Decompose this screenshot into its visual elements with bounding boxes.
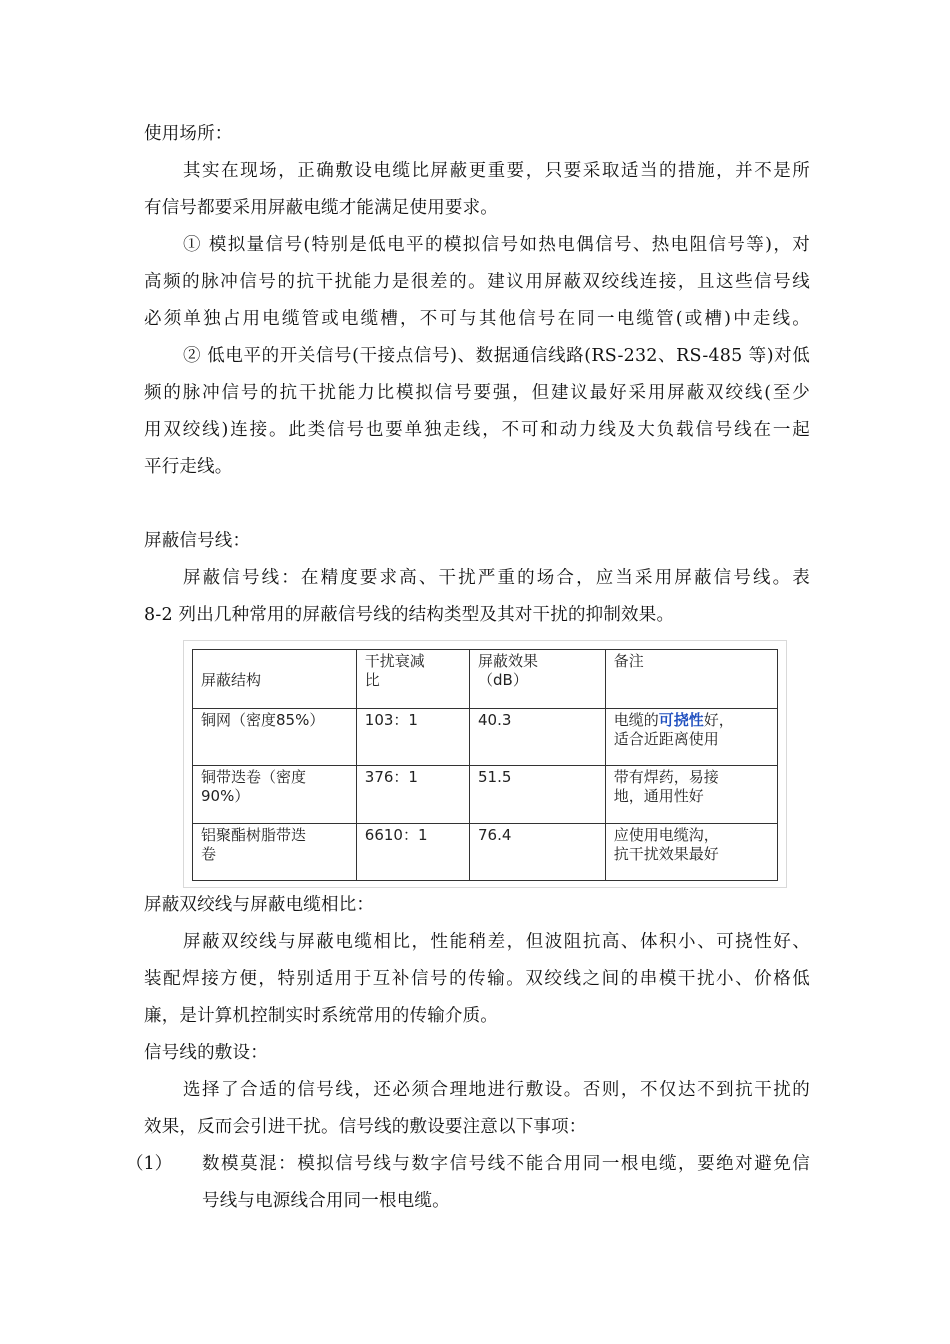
note-post: 好， 适合近距离使用	[613, 711, 734, 748]
note-highlight: 可挠性	[658, 711, 704, 729]
usage-p3-line3: 用双绞线)连接。此类信号也要单独走线，不可和动力线及大负载信号线在一起	[144, 420, 810, 440]
table-header-row	[193, 650, 778, 709]
shield-table	[192, 649, 778, 881]
cell-ratio: 376：1	[356, 766, 469, 823]
note-pre: 电缆的	[613, 711, 659, 729]
usage-p3-line2: 频的脉冲信号的抗干扰能力比模拟信号要强，但建议最好采用屏蔽双绞线(至少	[144, 383, 810, 403]
usage-p2-line2: 高频的脉冲信号的抗干扰能力是很差的。建议用屏蔽双绞线连接，且这些信号线	[144, 272, 810, 292]
header-note: 备注	[605, 650, 777, 709]
usage-p1-line2: 有信号都要采用屏蔽电缆才能满足使用要求。	[144, 198, 498, 218]
cell-structure: 铝聚酯树脂带迭 卷	[193, 823, 357, 880]
header-db: 屏蔽效果 （dB）	[470, 650, 606, 709]
heading-usage: 使用场所：	[144, 124, 233, 144]
header-ratio: 干扰衰减 比	[356, 650, 469, 709]
compare-p1-line2: 装配焊接方便，特别适用于互补信号的传输。双绞线之间的串模干扰小、价格低	[144, 969, 810, 989]
compare-p1-line1: 屏蔽双绞线与屏蔽电缆相比，性能稍差，但波阻抗高、体积小、可挠性好、	[183, 932, 810, 952]
table-row	[193, 823, 778, 880]
list-item-line1: 数模莫混：模拟信号线与数字信号线不能合用同一根电缆，要绝对避免信	[202, 1154, 810, 1174]
cell-structure: 铜网（密度85%）	[193, 709, 357, 766]
cell-db: 51.5	[470, 766, 606, 823]
heading-compare: 屏蔽双绞线与屏蔽电缆相比：	[144, 895, 375, 915]
shield-table-figure	[183, 640, 787, 888]
heading-shield: 屏蔽信号线：	[144, 531, 251, 551]
heading-laying: 信号线的敷设：	[144, 1043, 268, 1063]
list-item-number: （1）	[126, 1154, 173, 1174]
usage-p2-line3: 必须单独占用电缆管或电缆槽，不可与其他信号在同一电缆管(或槽)中走线。	[144, 309, 810, 329]
usage-p3-line1: ② 低电平的开关信号(干接点信号)、数据通信线路(RS-232、RS-485 等)对低	[183, 346, 810, 366]
usage-p1-line1: 其实在现场，正确敷设电缆比屏蔽更重要，只要采取适当的措施，并不是所	[183, 161, 810, 181]
cell-ratio: 6610：1	[356, 823, 469, 880]
laying-p1-line1: 选择了合适的信号线，还必须合理地进行敷设。否则，不仅达不到抗干扰的	[183, 1080, 810, 1100]
table-row	[193, 766, 778, 823]
cell-note: 应使用电缆沟， 抗干扰效果最好	[605, 823, 777, 880]
shield-p1-line1: 屏蔽信号线：在精度要求高、干扰严重的场合，应当采用屏蔽信号线。表	[183, 568, 810, 588]
cell-note	[605, 709, 777, 766]
list-item-line2: 号线与电源线合用同一根电缆。	[202, 1191, 450, 1211]
laying-p1-line2: 效果，反而会引进干扰。信号线的敷设要注意以下事项：	[144, 1117, 587, 1137]
compare-p1-line3: 廉，是计算机控制实时系统常用的传输介质。	[144, 1006, 498, 1026]
cell-note: 带有焊药，易接 地，通用性好	[605, 766, 777, 823]
cell-structure: 铜带迭卷（密度 90%）	[193, 766, 357, 823]
cell-ratio: 103：1	[356, 709, 469, 766]
header-structure-text: 屏蔽结构	[201, 671, 262, 689]
usage-p2-line1: ① 模拟量信号(特别是低电平的模拟信号如热电偶信号、热电阻信号等)，对	[183, 235, 810, 255]
cell-db: 76.4	[470, 823, 606, 880]
table-row	[193, 709, 778, 766]
cell-db: 40.3	[470, 709, 606, 766]
shield-p1-line2: 8-2 列出几种常用的屏蔽信号线的结构类型及其对干扰的抑制效果。	[144, 605, 675, 625]
header-structure	[193, 650, 357, 709]
usage-p3-line4: 平行走线。	[144, 457, 233, 477]
